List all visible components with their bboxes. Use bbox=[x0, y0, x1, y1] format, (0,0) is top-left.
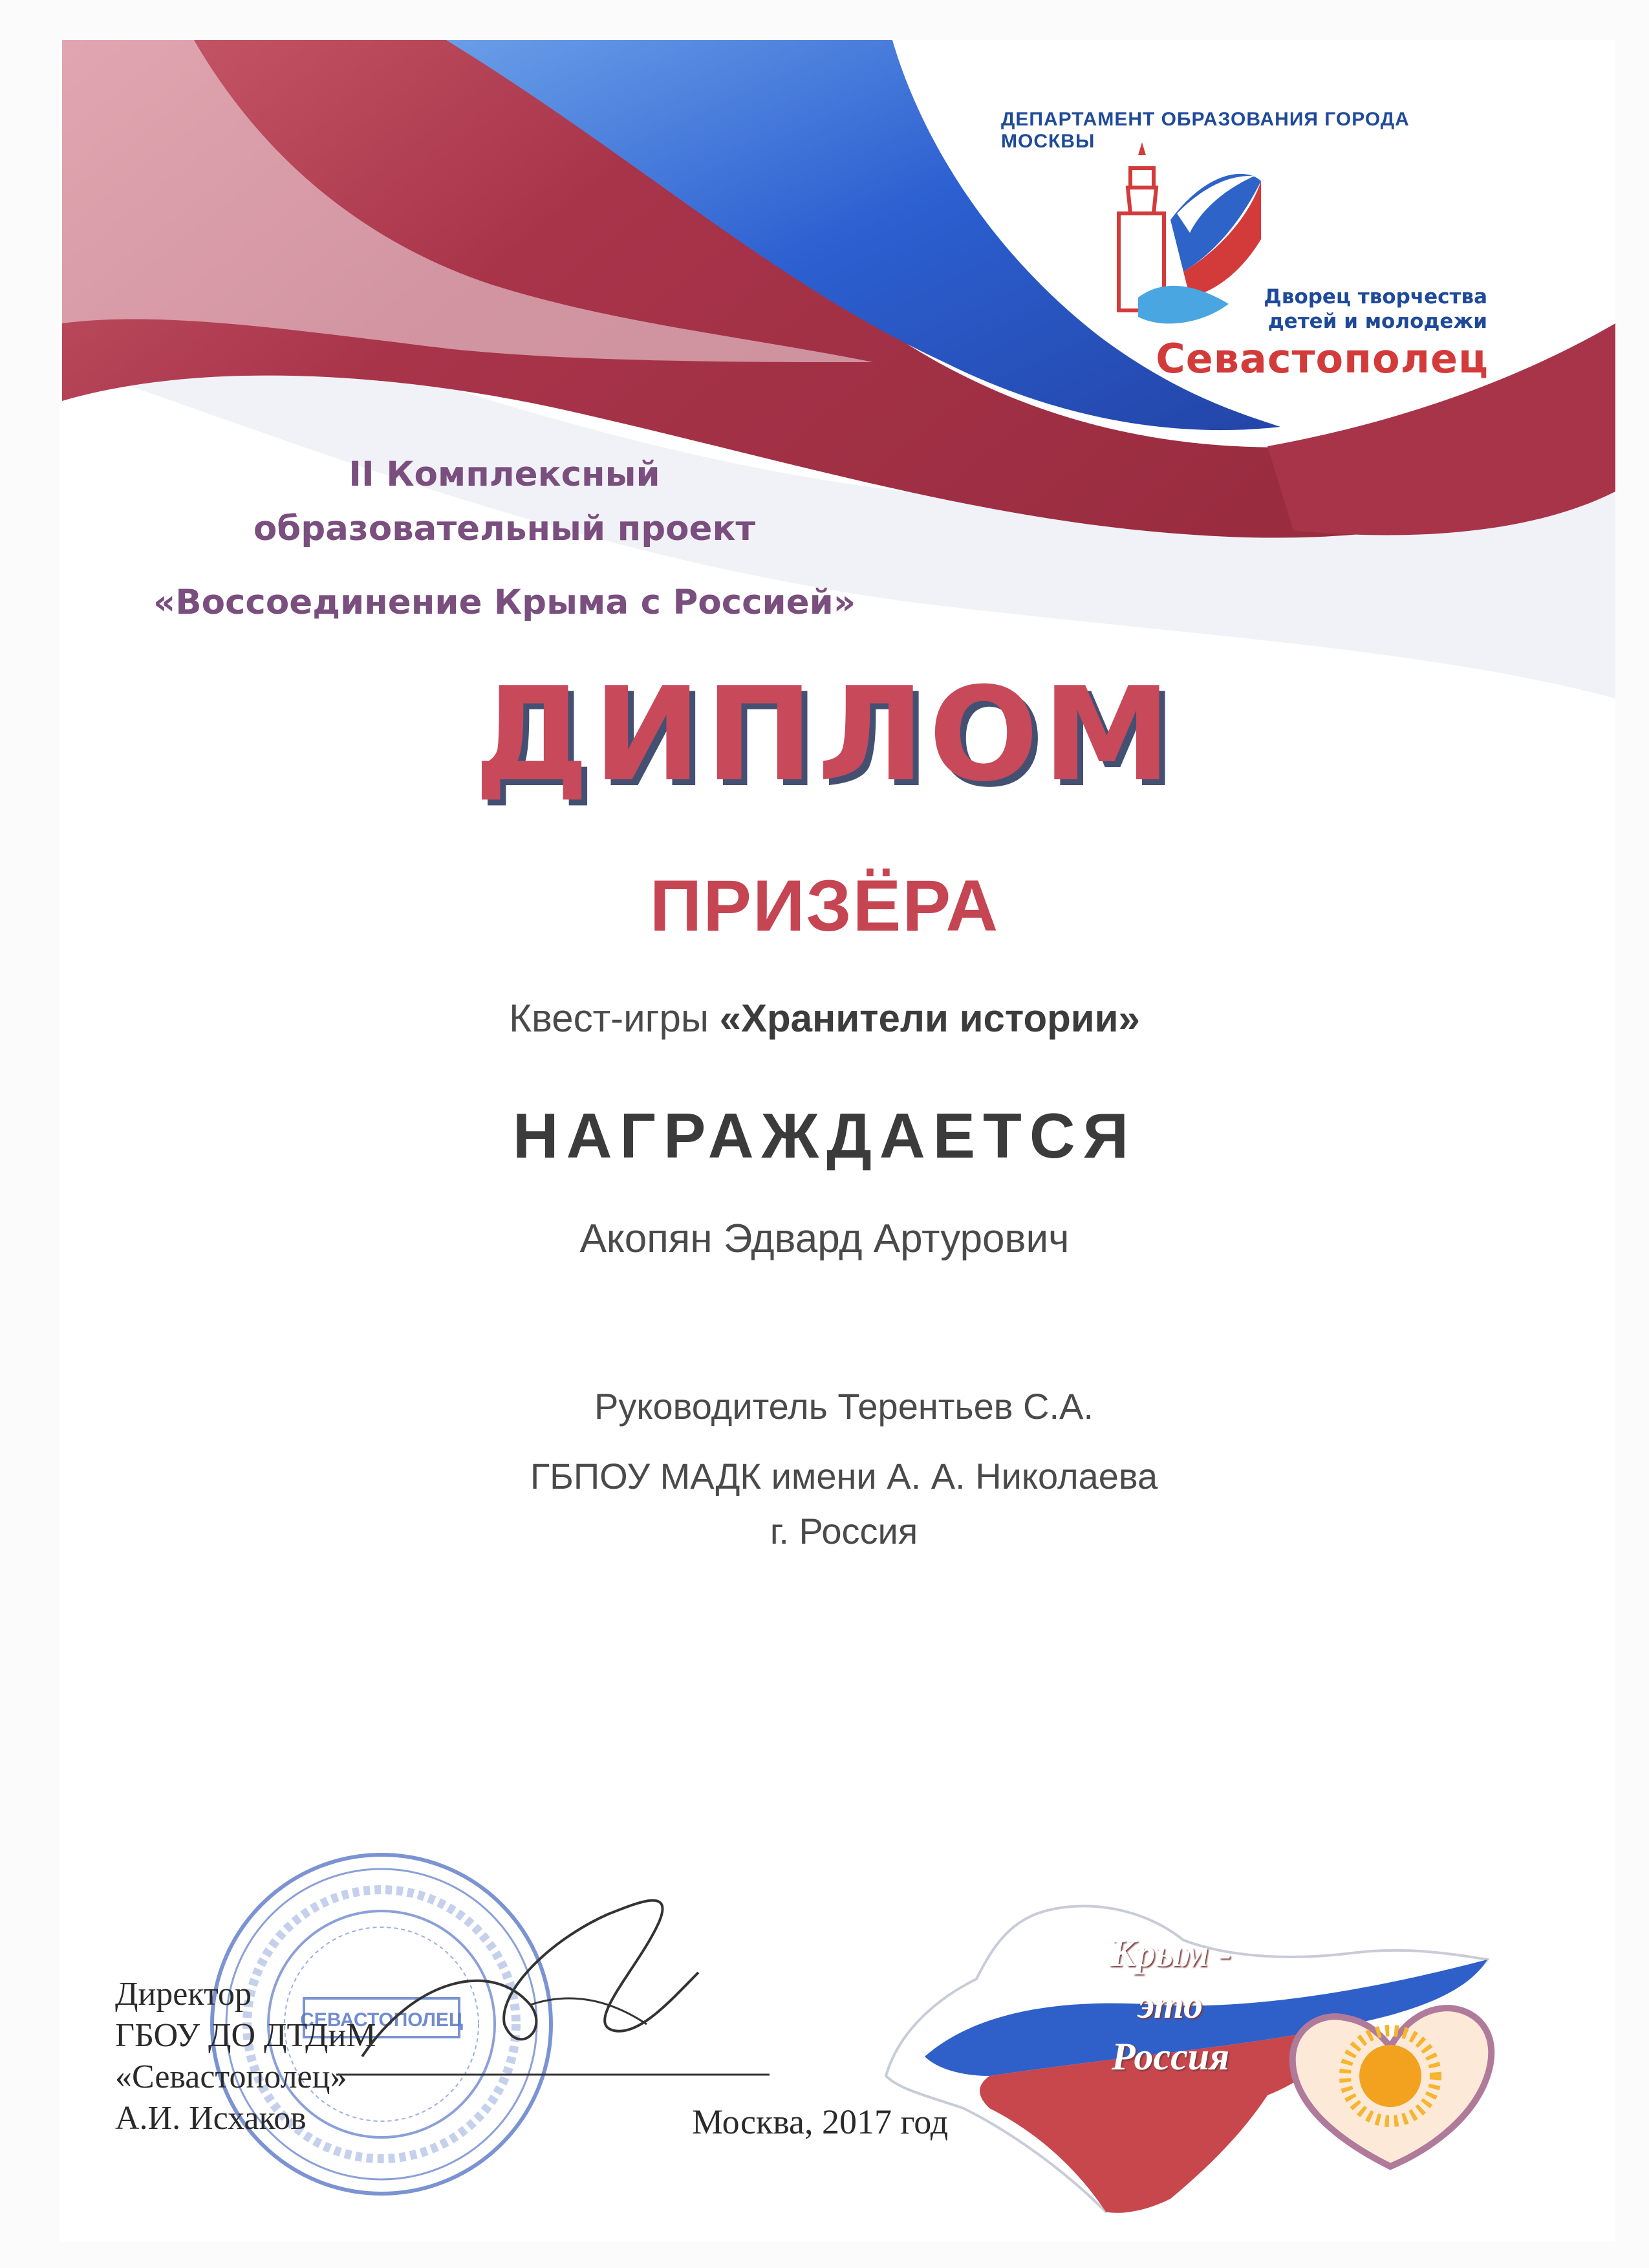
project-line1: II Комплексный bbox=[349, 455, 660, 494]
crimea-slogan-line3: Россия bbox=[1111, 2035, 1230, 2078]
project-line2: образовательный проект bbox=[253, 509, 756, 548]
awarded-label: НАГРАЖДАЕТСЯ bbox=[512, 1100, 1137, 1171]
palace-subtitle-line2: детей и молодежи bbox=[1267, 310, 1487, 333]
place-date: Москва, 2017 год bbox=[692, 2102, 949, 2141]
signer-position: Директор bbox=[115, 1976, 252, 2013]
palace-subtitle-line1: Дворец творчества bbox=[1264, 285, 1487, 308]
project-line3: «Воссоединение Крыма с Россией» bbox=[153, 583, 856, 622]
quest-name: «Хранители истории» bbox=[719, 997, 1140, 1040]
handwritten-signature bbox=[336, 1863, 789, 2095]
signer-name: А.И. Исхаков bbox=[115, 2100, 307, 2137]
institution-line: ГБПОУ МАДК имени А. А. Николаева bbox=[530, 1456, 1158, 1496]
signer-org-line1: ГБОУ ДО ДТДиМ bbox=[115, 2017, 376, 2054]
location-line: г. Россия bbox=[770, 1511, 918, 1551]
leader-line: Руководитель Терентьев С.А. bbox=[594, 1386, 1094, 1427]
crimea-slogan-line2: это bbox=[1138, 1983, 1203, 2026]
palace-logo-icon bbox=[1099, 142, 1267, 356]
recipient-name: Акопян Эдвард Артурович bbox=[579, 1216, 1070, 1261]
diploma-title: ДИПЛОМ bbox=[473, 660, 1176, 810]
crimea-slogan-line1: Крым - bbox=[1109, 1932, 1232, 1974]
department-name: ДЕПАРТАМЕНТ ОБРАЗОВАНИЯ ГОРОДА МОСКВЫ bbox=[1001, 109, 1410, 152]
stamp-center-text: СЕВАСТОПОЛЕЦ bbox=[300, 2009, 463, 2031]
palace-name: Севастополец bbox=[1156, 335, 1489, 382]
palace-subtitle bbox=[1264, 285, 1487, 334]
diploma-subtitle: ПРИЗЁРА bbox=[649, 865, 1000, 946]
crimea-slogan bbox=[1086, 1927, 1255, 2082]
quest-prefix: Квест-игры bbox=[509, 997, 720, 1040]
quest-line bbox=[0, 996, 1649, 1041]
signer-org-line2: «Севастополец» bbox=[115, 2058, 347, 2095]
